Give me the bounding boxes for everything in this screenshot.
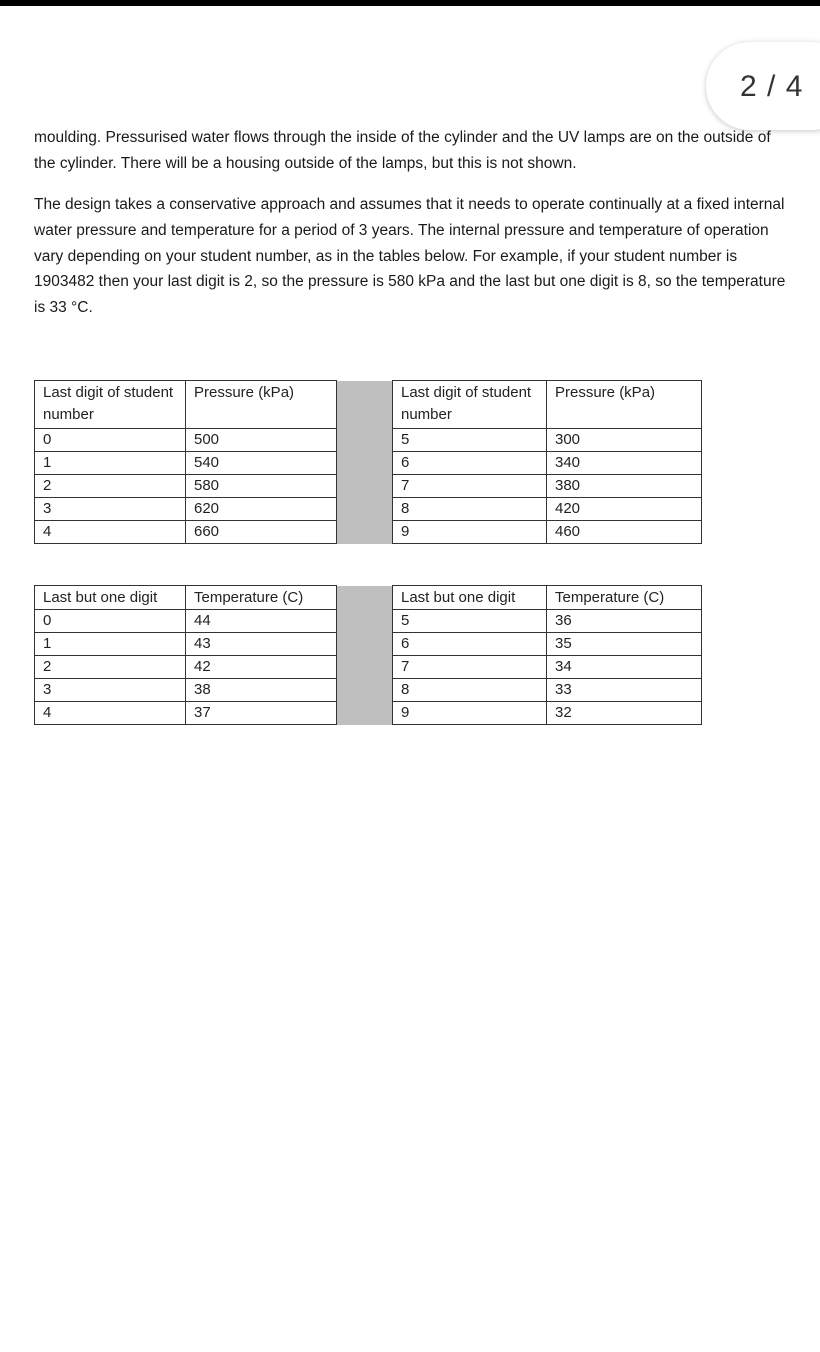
table-cell: 4: [35, 521, 186, 544]
table-cell: 6: [393, 452, 547, 475]
table-cell: 32: [547, 702, 702, 725]
table-cell: 1: [35, 452, 186, 475]
table-cell: 5: [393, 429, 547, 452]
table-cell: 5: [393, 610, 547, 633]
header-cell: Temperature (C): [547, 586, 702, 610]
table-cell: 660: [186, 521, 337, 544]
header-cell: Pressure (kPa): [186, 381, 337, 429]
table-cell: 300: [547, 429, 702, 452]
table-cell: 4: [35, 702, 186, 725]
table-cell: 33: [547, 679, 702, 702]
table-cell: 420: [547, 498, 702, 521]
table-cell: 0: [35, 610, 186, 633]
header-cell: Last but one digit: [35, 586, 186, 610]
page-indicator-label: 2 / 4: [740, 70, 804, 103]
table-cell: 620: [186, 498, 337, 521]
table-cell: 460: [547, 521, 702, 544]
header-cell: Last digit of student number: [393, 381, 547, 429]
gap-column: [337, 586, 393, 725]
paragraph-intro: moulding. Pressurised water flows through the inside of the cylinder and the UV lamps are on the outside of the cylinder. There will be a housing outside of the lamps, but this is not shown.: [34, 129, 771, 172]
table-cell: 340: [547, 452, 702, 475]
table-cell: 38: [186, 679, 337, 702]
top-status-bar: [0, 0, 820, 6]
table-cell: 8: [393, 498, 547, 521]
header-cell: Pressure (kPa): [547, 381, 702, 429]
table-cell: 1: [35, 633, 186, 656]
table-cell: 2: [35, 656, 186, 679]
table-cell: 3: [35, 498, 186, 521]
header-cell: Last digit of student number: [35, 381, 186, 429]
page-indicator[interactable]: [706, 42, 820, 130]
table-header-row: [35, 381, 702, 429]
table-cell: 8: [393, 679, 547, 702]
paragraph-design: The design takes a conservative approach and assumes that it needs to operate continually at a fixed internal water pressure and temperature for a period of 3 years. The internal pressure and temperature of operation vary depending on your student number, as in the tables below. For example, if your student number is 1903482 then your last digit is 2, so the pressure is 580 kPa and the last but one digit is 8, so the temperature is 33 °C.: [34, 196, 786, 317]
table-cell: 37: [186, 702, 337, 725]
table-cell: 36: [547, 610, 702, 633]
table-cell: 9: [393, 521, 547, 544]
table-cell: 0: [35, 429, 186, 452]
header-cell: Temperature (C): [186, 586, 337, 610]
header-cell: Last but one digit: [393, 586, 547, 610]
temperature-table: [34, 585, 702, 725]
table-cell: 6: [393, 633, 547, 656]
table-cell: 42: [186, 656, 337, 679]
table-cell: 380: [547, 475, 702, 498]
table-cell: 34: [547, 656, 702, 679]
gap-column: [337, 381, 393, 544]
table-cell: 2: [35, 475, 186, 498]
table-cell: 43: [186, 633, 337, 656]
table-cell: 500: [186, 429, 337, 452]
table-header-row: [35, 586, 702, 610]
table-cell: 9: [393, 702, 547, 725]
table-cell: 3: [35, 679, 186, 702]
table-cell: 7: [393, 475, 547, 498]
table-cell: 7: [393, 656, 547, 679]
table-cell: 540: [186, 452, 337, 475]
table-cell: 35: [547, 633, 702, 656]
table-cell: 44: [186, 610, 337, 633]
pressure-table: [34, 380, 702, 544]
table-cell: 580: [186, 475, 337, 498]
